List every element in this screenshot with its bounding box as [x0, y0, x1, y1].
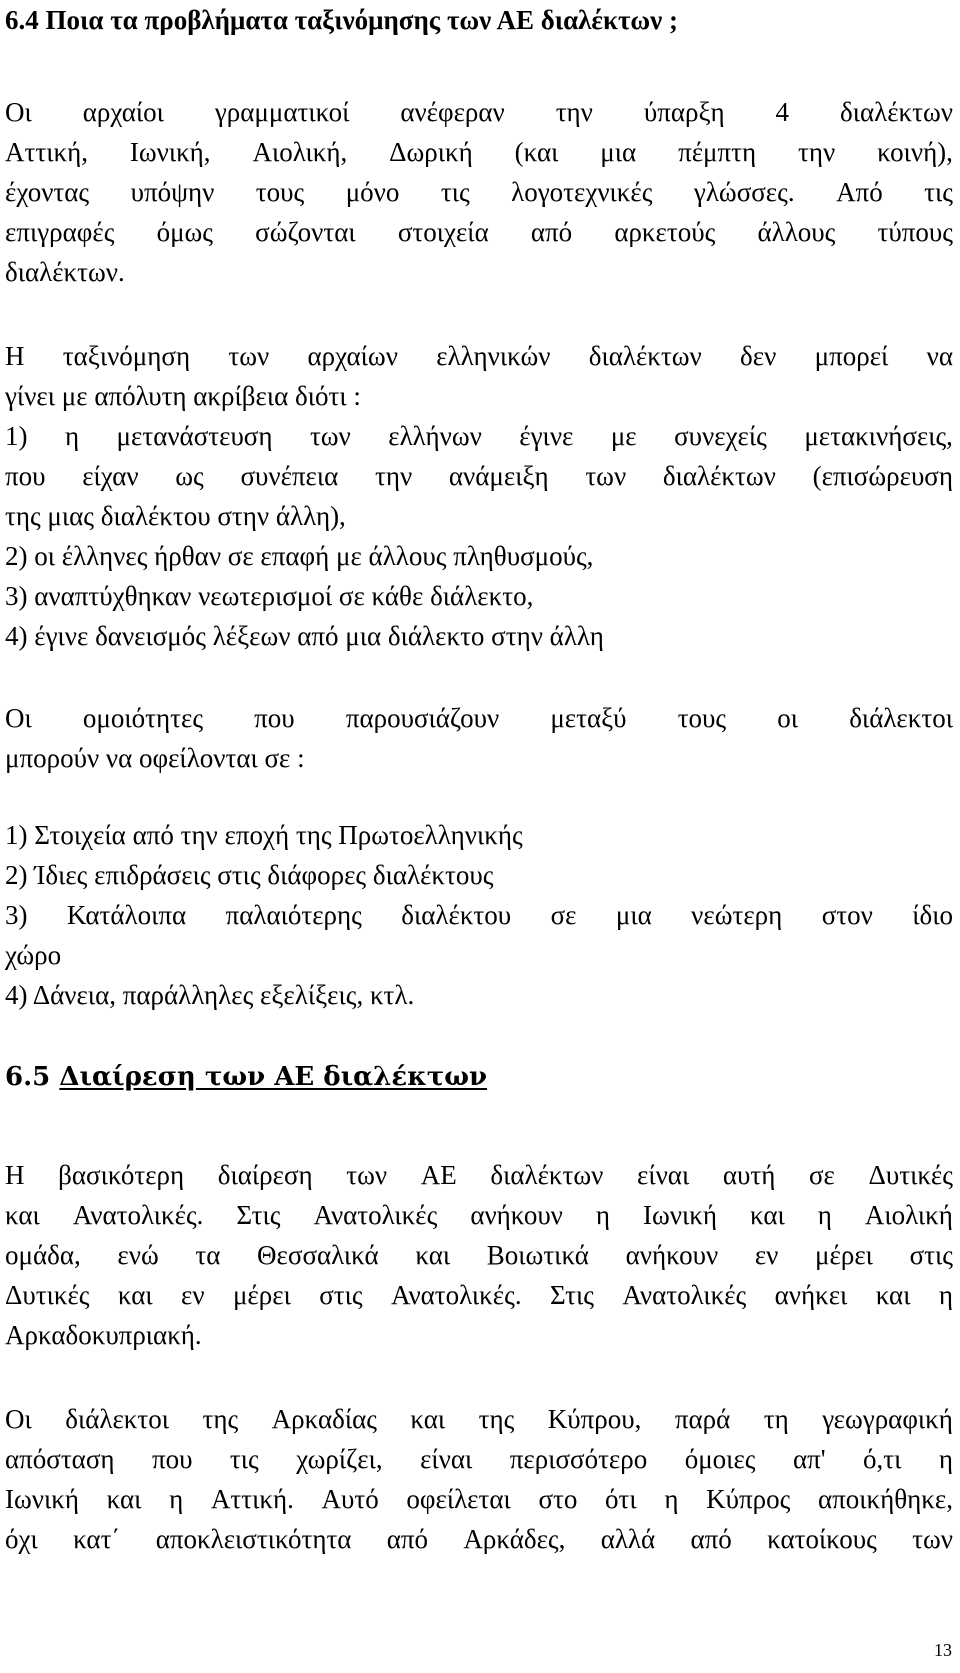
word: γλώσσες.	[693, 177, 795, 207]
word: στις	[909, 1240, 953, 1270]
section-title: Διαίρεση των ΑΕ διαλέκτων	[59, 1062, 487, 1092]
word: μια	[600, 137, 637, 167]
paragraph-line	[5, 172, 953, 212]
word: έχοντας	[5, 177, 90, 207]
word: Θεσσαλικά	[257, 1240, 379, 1270]
word: ως	[175, 461, 204, 491]
word: Δυτικές	[868, 1160, 953, 1190]
list-similarity-causes	[5, 815, 953, 1015]
word: Κύπρου,	[547, 1404, 642, 1434]
word: διαίρεση	[217, 1160, 313, 1190]
word: ανήκουν	[470, 1200, 563, 1230]
word: σε	[550, 900, 577, 930]
word: των	[309, 421, 351, 451]
word: Κύπρος	[706, 1484, 791, 1514]
word: μέρει	[232, 1280, 291, 1310]
word: ότι	[605, 1484, 637, 1514]
word: είναι	[636, 1160, 690, 1190]
word: είχαν	[82, 461, 139, 491]
section-heading-6-4: 6.4 Ποια τα προβλήματα ταξινόμησης των ΑΕ διαλέκτων ;	[5, 5, 678, 35]
word: λογοτεχνικές	[511, 177, 653, 207]
word: διαλέκτων	[588, 341, 702, 371]
word: Οι	[5, 1404, 32, 1434]
list-item	[5, 895, 953, 935]
word: αρχαίων	[307, 341, 398, 371]
word: Αιολική,	[252, 137, 348, 167]
word: συνεχείς	[674, 421, 767, 451]
word: ΑΕ	[420, 1160, 457, 1190]
word: από	[386, 1524, 429, 1554]
word: Ιωνική	[643, 1200, 717, 1230]
list-item: 4) έγινε δανεισμός λέξεων από μια διάλεκτο στην άλλη	[5, 621, 604, 651]
word: όχι	[5, 1524, 38, 1554]
word: ενώ	[117, 1240, 159, 1270]
paragraph-line	[5, 212, 953, 252]
paragraph-line	[5, 1439, 953, 1479]
word: στις	[319, 1280, 363, 1310]
word: ίδιο	[912, 900, 953, 930]
word: μέρει	[815, 1240, 873, 1270]
paragraph-line: Αρκαδοκυπριακή.	[5, 1320, 202, 1350]
word: εν	[754, 1240, 779, 1270]
paragraph-line	[5, 1399, 953, 1439]
list-item: 2) Ίδιες επιδράσεις στις διάφορες διαλέκτους	[5, 860, 494, 890]
word: Βοιωτικά	[486, 1240, 589, 1270]
word: μια	[615, 900, 652, 930]
word: μετανάστευση	[116, 421, 273, 451]
word: Αρκαδίας	[271, 1404, 377, 1434]
word: που	[151, 1444, 193, 1474]
word: Οι	[5, 97, 32, 127]
word: ανήκουν	[625, 1240, 719, 1270]
paragraph-line	[5, 456, 953, 496]
paragraph-line	[5, 92, 953, 132]
word: Αρκάδες,	[463, 1524, 566, 1554]
word: Ιωνική,	[129, 137, 211, 167]
word: και	[117, 1280, 153, 1310]
word: αποικήθηκε,	[817, 1484, 953, 1514]
word: υπόψην	[130, 177, 215, 207]
word: ανάμειξη	[448, 461, 549, 491]
word: μετακινήσεις,	[804, 421, 953, 451]
word: από	[690, 1524, 732, 1554]
word: συνέπεια	[240, 461, 339, 491]
paragraph-line	[5, 1155, 953, 1195]
paragraph-basic-division	[5, 1155, 953, 1355]
word: Ανατολικές.	[72, 1200, 204, 1230]
word: απ'	[792, 1444, 826, 1474]
word: (και	[514, 137, 559, 167]
paragraph-line: διαλέκτων.	[5, 257, 125, 287]
word: μόνο	[345, 177, 400, 207]
section-heading-6-5	[5, 1061, 487, 1093]
word: και	[106, 1484, 142, 1514]
word: Αττική.	[210, 1484, 294, 1514]
paragraph-similarities	[5, 698, 953, 778]
word: των	[912, 1524, 953, 1554]
word: περισσότερο	[509, 1444, 648, 1474]
word: επιγραφές	[5, 217, 115, 247]
word: (επισώρευση	[812, 461, 953, 491]
word: είναι	[420, 1444, 473, 1474]
word: νεώτερη	[691, 900, 783, 930]
word: Η	[5, 341, 25, 371]
word: και	[415, 1240, 451, 1270]
list-item: 1) Στοιχεία από την εποχή της Πρωτοελληνικής	[5, 820, 523, 850]
word: τις	[229, 1444, 259, 1474]
paragraph-line: της μιας διαλέκτου στην άλλη),	[5, 501, 346, 531]
word: σώζονται	[255, 217, 356, 247]
word: Αυτό	[321, 1484, 379, 1514]
word: Δωρική	[389, 137, 473, 167]
word: Αττική,	[5, 137, 88, 167]
word: σε	[808, 1160, 835, 1190]
word: η	[938, 1280, 953, 1310]
word: η	[64, 421, 80, 451]
word: ταξινόμηση	[62, 341, 191, 371]
word: της	[478, 1404, 515, 1434]
list-item: 2) οι έλληνες ήρθαν σε επαφή με άλλους πληθυσμούς,	[5, 541, 594, 571]
word: Από	[836, 177, 883, 207]
word: στο	[538, 1484, 578, 1514]
paragraph-line	[5, 1195, 953, 1235]
word: τους	[677, 703, 727, 733]
word: 1)	[5, 421, 28, 451]
word: την	[798, 137, 836, 167]
word: αυτή	[722, 1160, 776, 1190]
word: διαλέκτων	[662, 461, 776, 491]
word: τη	[763, 1404, 789, 1434]
word: των	[228, 341, 270, 371]
word: και	[749, 1200, 785, 1230]
word: αποκλειστικότητα	[155, 1524, 352, 1554]
word: όμως	[156, 217, 214, 247]
word: που	[5, 461, 46, 491]
word: ύπαρξη	[643, 97, 725, 127]
word: κοινή),	[877, 137, 953, 167]
word: διάλεκτοι	[65, 1404, 170, 1434]
word: Οι	[5, 703, 32, 733]
word: Ιωνική	[5, 1484, 79, 1514]
word: Η	[5, 1160, 25, 1190]
word: στοιχεία	[397, 217, 489, 247]
paragraph-line	[5, 1275, 953, 1315]
word: κατοίκους	[767, 1524, 877, 1554]
word: Ανατολικές	[622, 1280, 747, 1310]
word: γραμματικοί	[214, 97, 350, 127]
paragraph-line: μπορούν να οφείλονται σε :	[5, 743, 305, 773]
word: που	[254, 703, 295, 733]
word: διαλέκτων	[839, 97, 953, 127]
word: οι	[777, 703, 799, 733]
word: ό,τι	[863, 1444, 902, 1474]
word: αλλά	[600, 1524, 656, 1554]
word: αρχαίοι	[82, 97, 164, 127]
word: άλλους	[757, 217, 836, 247]
section-number: 6.5	[5, 1062, 60, 1092]
word: 3)	[5, 900, 28, 930]
word: την	[555, 97, 593, 127]
word: να	[926, 341, 953, 371]
word: έγινε	[519, 421, 574, 451]
paragraph-line	[5, 698, 953, 738]
word: την	[375, 461, 413, 491]
word: και	[410, 1404, 446, 1434]
word: ανέφεραν	[400, 97, 505, 127]
word: ομάδα,	[5, 1240, 81, 1270]
word: από	[530, 217, 573, 247]
word: Αιολική	[864, 1200, 953, 1230]
word: ανήκει	[774, 1280, 848, 1310]
word: τύπους	[877, 217, 953, 247]
word: Κατάλοιπα	[66, 900, 187, 930]
word: μεταξύ	[550, 703, 627, 733]
word: η	[595, 1200, 611, 1230]
word: ελληνικών	[436, 341, 551, 371]
word: η	[938, 1444, 953, 1474]
word: εν	[181, 1280, 205, 1310]
paragraph-ancient-grammarians	[5, 92, 953, 292]
paragraph-line: γίνει με απόλυτη ακρίβεια διότι :	[5, 381, 361, 411]
word: στον	[821, 900, 873, 930]
word: παλαιότερης	[225, 900, 362, 930]
word: γεωγραφική	[822, 1404, 953, 1434]
paragraph-line	[5, 1479, 953, 1519]
list-item	[5, 416, 953, 456]
paragraph-line	[5, 132, 953, 172]
list-item: 4) Δάνεια, παράλληλες εξελίξεις, κτλ.	[5, 980, 415, 1010]
word: Ανατολικές	[313, 1200, 438, 1230]
list-item: 3) αναπτύχθηκαν νεωτερισμοί σε κάθε διάλεκτο,	[5, 581, 534, 611]
word: απόσταση	[5, 1444, 115, 1474]
word: πέμπτη	[678, 137, 757, 167]
word: η	[817, 1200, 832, 1230]
word: Στις	[236, 1200, 281, 1230]
word: η	[169, 1484, 184, 1514]
paragraph-line	[5, 1519, 953, 1559]
word: τους	[255, 177, 305, 207]
word: η	[664, 1484, 679, 1514]
word: ελλήνων	[388, 421, 482, 451]
word: όμοιες	[684, 1444, 756, 1474]
word: και	[875, 1280, 911, 1310]
word: των	[585, 461, 627, 491]
word: Δυτικές	[5, 1280, 90, 1310]
word: διάλεκτοι	[849, 703, 953, 733]
word: δεν	[740, 341, 777, 371]
word: διαλέκτων	[490, 1160, 604, 1190]
word: κατ΄	[73, 1524, 121, 1554]
word: βασικότερη	[58, 1160, 185, 1190]
page-number: 13	[934, 1640, 952, 1660]
word: τις	[440, 177, 470, 207]
word: χωρίζει,	[296, 1444, 383, 1474]
word: 4	[775, 97, 790, 127]
word: τα	[195, 1240, 221, 1270]
word: τις	[924, 177, 953, 207]
word: με	[610, 421, 637, 451]
word: οφείλεται	[406, 1484, 511, 1514]
paragraph-classification-reasons	[5, 336, 953, 656]
word: Ανατολικές.	[390, 1280, 522, 1310]
paragraph-line	[5, 336, 953, 376]
paragraph-line	[5, 1235, 953, 1275]
word: ομοιότητες	[82, 703, 204, 733]
word: διαλέκτου	[401, 900, 512, 930]
word: παρουσιάζουν	[345, 703, 500, 733]
word: των	[346, 1160, 388, 1190]
word: μπορεί	[814, 341, 889, 371]
word: και	[5, 1200, 40, 1230]
word: της	[202, 1404, 239, 1434]
word: Στις	[549, 1280, 594, 1310]
paragraph-arcadia-cyprus	[5, 1399, 953, 1559]
paragraph-line: χώρο	[5, 940, 62, 970]
word: παρά	[674, 1404, 731, 1434]
word: αρκετούς	[614, 217, 716, 247]
